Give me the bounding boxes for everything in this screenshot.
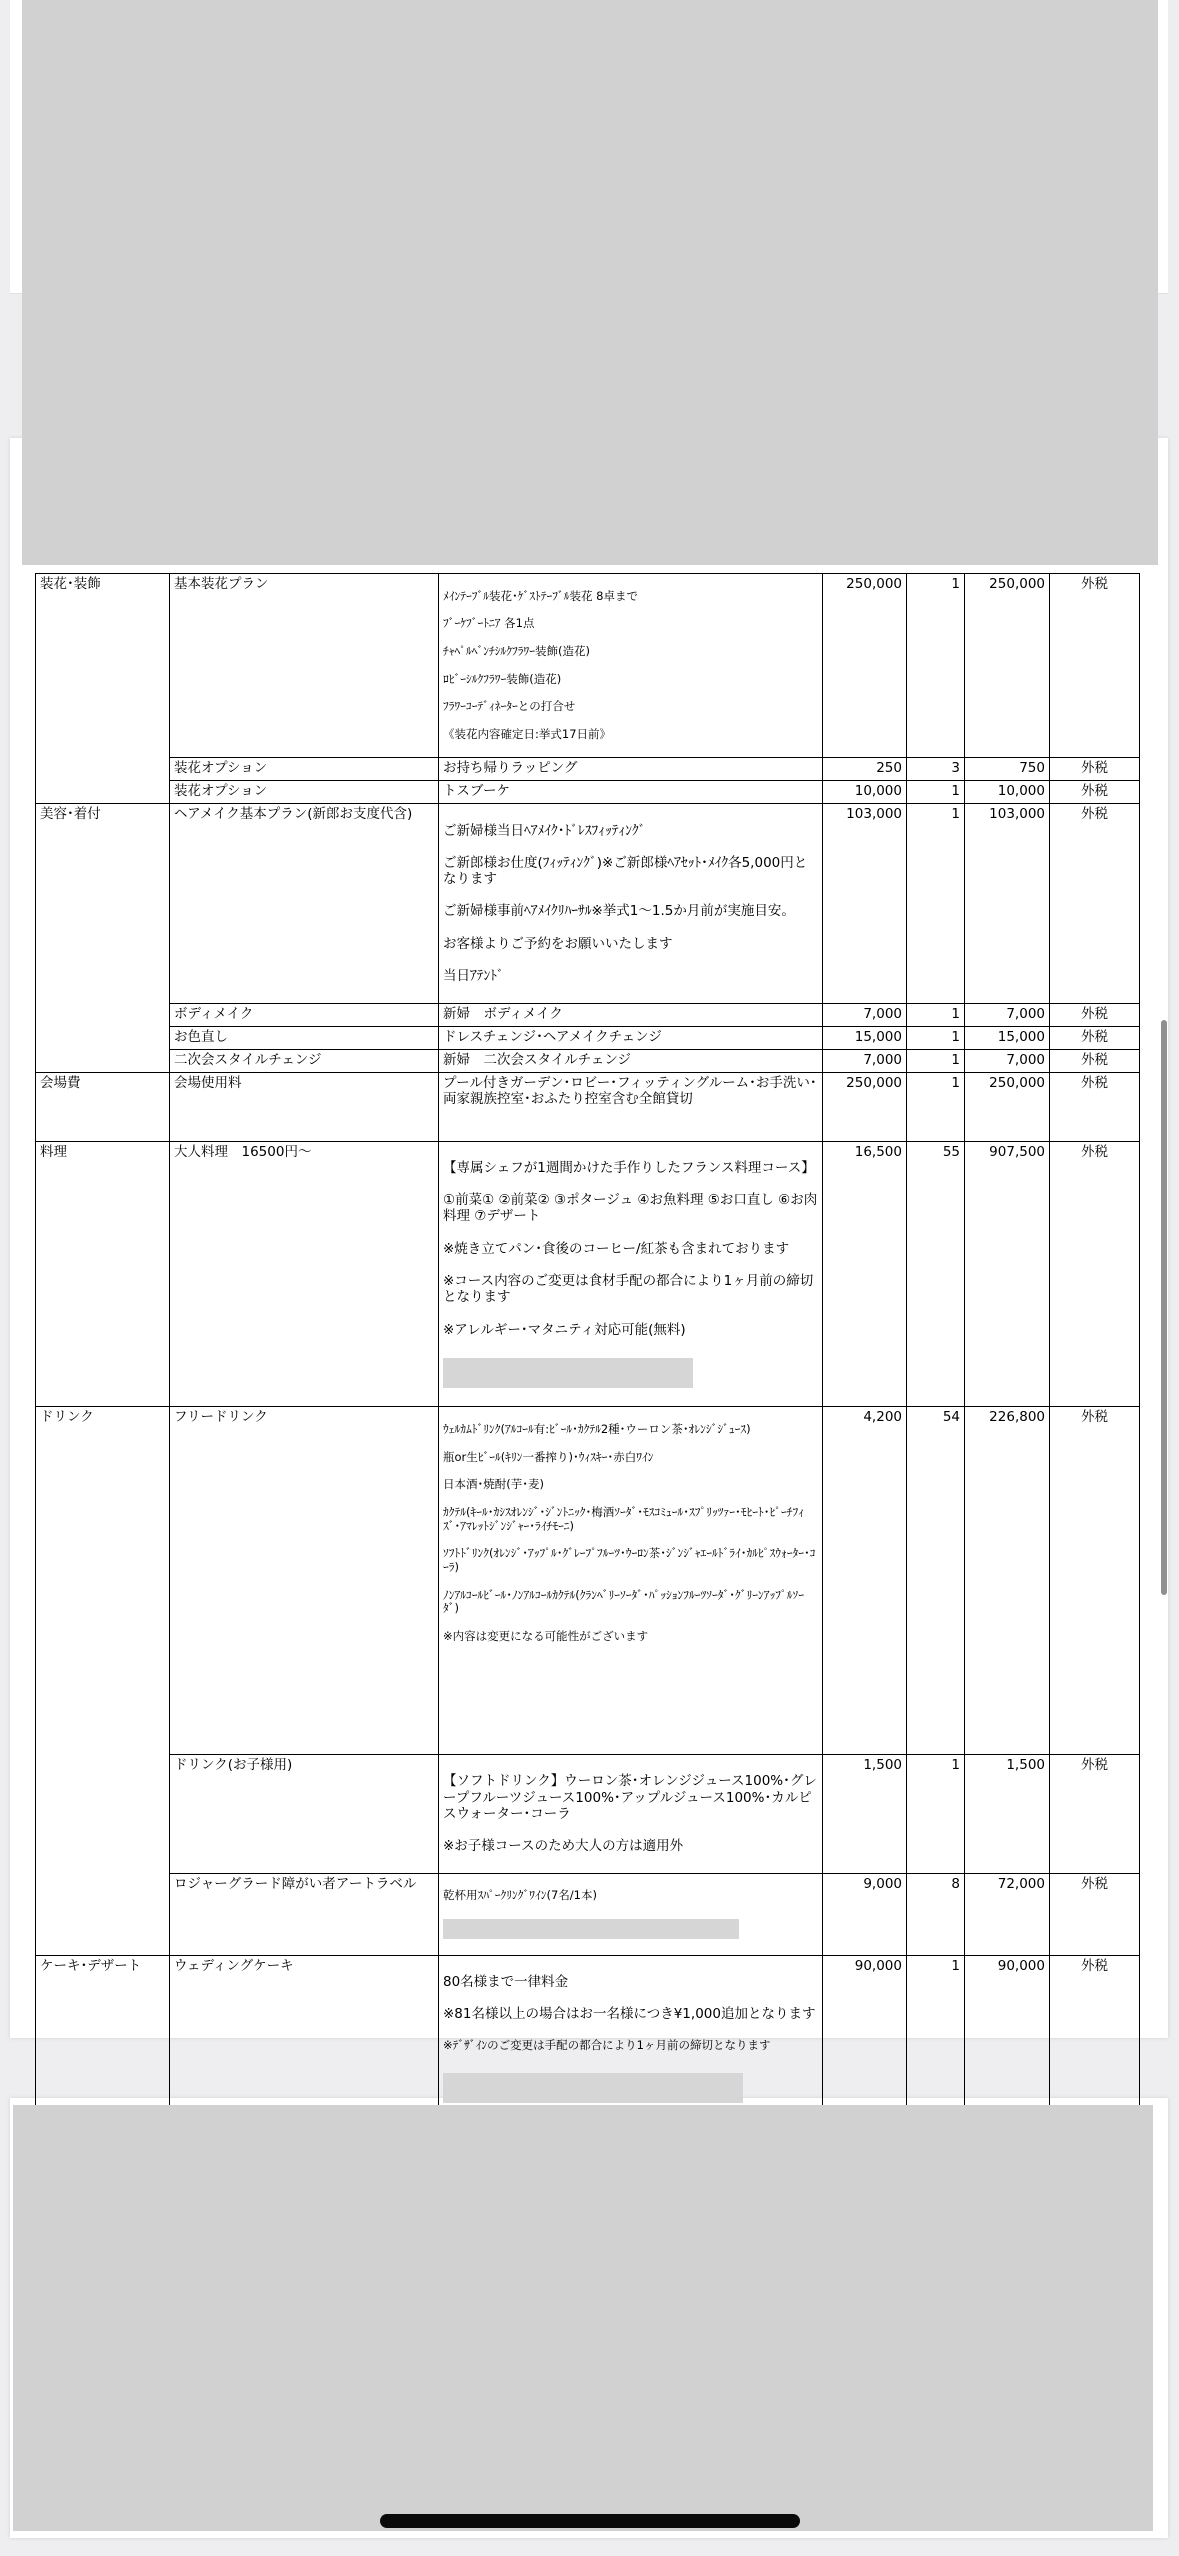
item-cell: ドリンク(お子様用) [170,1755,439,1873]
description-cell: 新婦 二次会スタイルチェンジ [439,1049,823,1072]
table-row [36,1072,1140,1141]
vertical-scrollbar[interactable] [1161,1020,1167,1595]
amount-cell: 90,000 [965,1955,1050,2121]
item-cell: 会場使用料 [170,1072,439,1141]
amount-cell: 750 [965,758,1050,781]
quantity-cell: 8 [907,1873,965,1955]
tax-cell: 外税 [1050,1873,1140,1955]
category-cell: 美容･着付 [36,804,170,1072]
unit-price-cell: 7,000 [823,1003,907,1026]
quantity-cell: 55 [907,1141,965,1407]
table-row [36,1003,1140,1026]
redacted-text [443,1358,693,1388]
table-row [36,1755,1140,1873]
amount-cell: 226,800 [965,1407,1050,1755]
item-cell: ロジャーグラード障がい者アートラベル [170,1873,439,1955]
tax-cell: 外税 [1050,1141,1140,1407]
redacted-area-bottom [13,2105,1153,2531]
quantity-cell: 1 [907,1072,965,1141]
quote-table [35,573,1140,2179]
amount-cell: 7,000 [965,1003,1050,1026]
unit-price-cell: 9,000 [823,1873,907,1955]
table-row [36,758,1140,781]
table-row [36,1141,1140,1407]
unit-price-cell: 103,000 [823,804,907,1003]
tax-cell: 外税 [1050,758,1140,781]
quantity-cell: 1 [907,1755,965,1873]
tax-cell: 外税 [1050,574,1140,758]
tax-cell: 外税 [1050,1407,1140,1755]
item-cell: 基本装花プラン [170,574,439,758]
description-cell: ﾒｲﾝﾃｰﾌﾞﾙ装花･ｹﾞｽﾄﾃｰﾌﾞﾙ装花 8卓まで ﾌﾞｰｹﾌﾞｰﾄﾆｱ 各1点 ﾁｬﾍﾟﾙﾍﾞﾝﾁｼﾙｸﾌﾗﾜｰ装飾(造花) ﾛﾋﾞｰｼﾙｸﾌﾗﾜｰ装飾(造花) ﾌﾗﾜｰｺｰﾃﾞｨﾈｰﾀｰとの打合せ 《装花内容確定日:挙式17日前》 [439,574,823,758]
quantity-cell: 3 [907,758,965,781]
quantity-cell: 1 [907,1026,965,1049]
quantity-cell: 1 [907,1049,965,1072]
unit-price-cell: 16,500 [823,1141,907,1407]
description-cell: 【ソフトドリンク】ウーロン茶･オレンジジュース100%･グレープフルーツジュース100%･アップルジュース100%･カルピスウォーター･コーラ ※お子様コースのため大人の方は適用外 [439,1755,823,1873]
category-cell: 装花･装飾 [36,574,170,804]
quantity-cell: 1 [907,1003,965,1026]
description-cell: ドレスチェンジ･ヘアメイクチェンジ [439,1026,823,1049]
amount-cell: 15,000 [965,1026,1050,1049]
item-cell: 装花オプション [170,758,439,781]
amount-cell: 10,000 [965,781,1050,804]
unit-price-cell: 1,500 [823,1755,907,1873]
redacted-text [443,2073,743,2103]
category-cell: 料理 [36,1141,170,1407]
amount-cell: 250,000 [965,574,1050,758]
tax-cell: 外税 [1050,1072,1140,1141]
table-row [36,804,1140,1003]
quantity-cell: 54 [907,1407,965,1755]
home-indicator[interactable] [380,2514,800,2528]
unit-price-cell: 15,000 [823,1026,907,1049]
unit-price-cell: 4,200 [823,1407,907,1755]
table-row [36,781,1140,804]
table-row [36,1026,1140,1049]
item-cell: お色直し [170,1026,439,1049]
quantity-cell: 1 [907,804,965,1003]
tax-cell: 外税 [1050,1026,1140,1049]
item-cell: ヘアメイク基本プラン(新郎お支度代含) [170,804,439,1003]
category-cell: ケーキ･デザート [36,1955,170,2121]
category-cell: 会場費 [36,1072,170,1141]
table-row [36,1407,1140,1755]
table-row [36,1955,1140,2121]
amount-cell: 103,000 [965,804,1050,1003]
amount-cell: 7,000 [965,1049,1050,1072]
unit-price-cell: 250,000 [823,1072,907,1141]
description-cell: 80名様まで一律料金 ※81名様以上の場合はお一名様につき¥1,000追加となります ※ﾃﾞｻﾞｲﾝのご変更は手配の都合により1ヶ月前の締切となります [439,1955,823,2121]
tax-cell: 外税 [1050,1955,1140,2121]
tax-cell: 外税 [1050,1049,1140,1072]
description-cell: お持ち帰りラッピング [439,758,823,781]
amount-cell: 907,500 [965,1141,1050,1407]
table-row [36,1873,1140,1955]
table-row [36,1049,1140,1072]
item-cell: 装花オプション [170,781,439,804]
quantity-cell: 1 [907,574,965,758]
item-cell: ボディメイク [170,1003,439,1026]
amount-cell: 72,000 [965,1873,1050,1955]
description-cell: ご新婦様当日ﾍｱﾒｲｸ･ﾄﾞﾚｽﾌｨｯﾃｨﾝｸﾞ ご新郎様お仕度(ﾌｨｯﾃｨﾝｸﾞ)※ご新郎様ﾍｱｾｯﾄ･ﾒｲｸ各5,000円となります ご新婦様事前ﾍｱﾒｲｸﾘﾊｰｻﾙ※挙式1～1.5か月前が実施目安。 お客様よりご予約をお願いいたします 当日ｱﾃﾝﾄﾞ [439,804,823,1003]
tax-cell: 外税 [1050,781,1140,804]
description-cell: 【専属シェフが1週間かけた手作りしたフランス料理コース】 ①前菜① ②前菜② ③ポタージュ ④お魚料理 ⑤お口直し ⑥お肉料理 ⑦デザート ※焼き立てパン･食後のコーヒー/紅茶も含まれております ※コース内容のご変更は食材手配の都合により1ヶ月前の締切となります ※アレルギー･マタニティ対応可能(無料) [439,1141,823,1407]
description-cell: 新婦 ボディメイク [439,1003,823,1026]
quantity-cell: 1 [907,1955,965,2121]
unit-price-cell: 10,000 [823,781,907,804]
table-row [36,574,1140,758]
item-cell: 二次会スタイルチェンジ [170,1049,439,1072]
tax-cell: 外税 [1050,1755,1140,1873]
tax-cell: 外税 [1050,804,1140,1003]
description-cell: 乾杯用ｽﾊﾟｰｸﾘﾝｸﾞﾜｲﾝ(7名/1本) [439,1873,823,1955]
amount-cell: 250,000 [965,1072,1050,1141]
item-cell: ウェディングケーキ [170,1955,439,2121]
quantity-cell: 1 [907,781,965,804]
item-cell: フリードリンク [170,1407,439,1755]
description-cell: プール付きガーデン･ロビー･フィッティングルーム･お手洗い･両家親族控室･おふたり控室含む全館貸切 [439,1072,823,1141]
unit-price-cell: 7,000 [823,1049,907,1072]
item-cell: 大人料理 16500円～ [170,1141,439,1407]
description-cell: ｳｪﾙｶﾑﾄﾞﾘﾝｸ(ｱﾙｺｰﾙ有:ﾋﾞｰﾙ･ｶｸﾃﾙ2種･ウーロン茶･ｵﾚﾝｼﾞｼﾞｭｰｽ) 瓶or生ﾋﾞｰﾙ(ｷﾘﾝ一番搾り)･ｳｨｽｷｰ･赤白ﾜｲﾝ 日本酒･焼酎(芋･麦) ｶｸﾃﾙ(ｷｰﾙ･ｶｼｽｵﾚﾝｼﾞ･ｼﾞﾝﾄﾆｯｸ･梅酒ｿｰﾀﾞ･ﾓｽｺﾐｭｰﾙ･ｽﾌﾟﾘｯﾂｧｰ･ﾓﾋｰﾄ･ﾋﾟｰﾁﾌｨｽﾞ･ｱﾏﾚｯﾄｼﾞﾝｼﾞｬｰ･ﾗｲﾁﾓｰﾆ) ｿﾌﾄﾄﾞﾘﾝｸ(ｵﾚﾝｼﾞ･ｱｯﾌﾟﾙ･ｸﾞﾚｰﾌﾟﾌﾙｰﾂ･ｳｰﾛﾝ茶･ｼﾞﾝｼﾞｬｴｰﾙﾄﾞﾗｲ･ｶﾙﾋﾟｽｳｫｰﾀｰ･ｺｰﾗ) ﾉﾝｱﾙｺｰﾙﾋﾞｰﾙ･ﾉﾝｱﾙｺｰﾙｶｸﾃﾙ(ｸﾗﾝﾍﾞﾘｰｿｰﾀﾞ･ﾊﾟｯｼｮﾝﾌﾙｰﾂｿｰﾀﾞ･ｸﾞﾘｰﾝｱｯﾌﾟﾙｿｰﾀﾞ) ※内容は変更になる可能性がございます [439,1407,823,1755]
tax-cell: 外税 [1050,1003,1140,1026]
unit-price-cell: 250 [823,758,907,781]
amount-cell: 1,500 [965,1755,1050,1873]
redacted-text [443,1919,739,1939]
redacted-area-top [22,0,1158,565]
unit-price-cell: 90,000 [823,1955,907,2121]
description-cell: トスブーケ [439,781,823,804]
unit-price-cell: 250,000 [823,574,907,758]
category-cell: ドリンク [36,1407,170,1956]
